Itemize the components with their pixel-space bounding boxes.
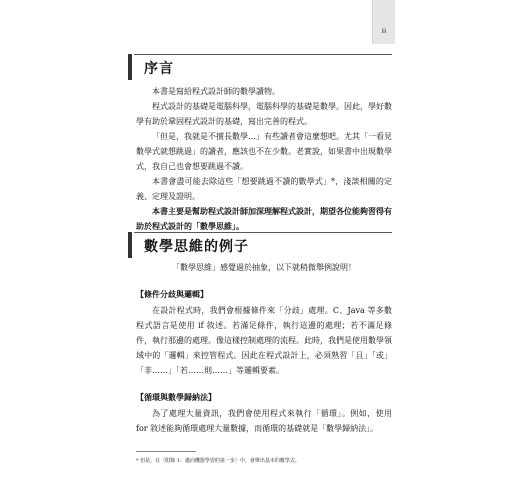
preface-paragraph-4: 本書會盡可能去除這些「想要跳過不讀的數學式」*，淺談相關的定義、定理及證明。 <box>136 177 392 201</box>
preface-paragraph-3: 「但是，我就是不擅長數學…」有些讀者會這麼想吧。尤其「一看見數學式就想跳過」的讀者，應該也不在少數。老實說，如果書中出現數學式，我自己也會想要跳過不讀。 <box>136 132 392 171</box>
footnote-rule <box>136 451 196 452</box>
preface-paragraph-2: 程式設計的基礎是電腦科學，電腦科學的基礎是數學。因此，學好數學有助於鞏固程式設計的基礎，寫出完善的程式。 <box>136 102 392 126</box>
topic-heading-induction: 【循環與數學歸納法】 <box>136 393 216 402</box>
footnote: * 但是，在〈附錄 1：邁向機器學習的第一步〉中，會舉出基本的數學式。 <box>136 458 300 464</box>
heading-rule <box>134 232 392 233</box>
topic-text-logic: 在設計程式時，我們會根據條件來「分歧」處理。C、Java 等多數程式語言是使用 if 敘述。若滿足條件，執行這邊的處理；若不滿足條件，執行那邊的處理。像這樣控制處理的流程。此時，我們是使用數學領域中的「邏輯」來控管程式。因此在程式設計上，必須熟習「且」「或」「非……」「若……則……」等邏輯要素。 <box>136 306 392 375</box>
preface-paragraph-5: 本書主要是幫助程式設計師加深理解程式設計，期望各位能夠習得有助於程式設計的「數學思維」。 <box>136 207 392 231</box>
examples-heading <box>128 232 392 258</box>
page-tab <box>372 0 395 44</box>
heading-bar <box>128 232 132 258</box>
preface-paragraph-1: 本書是寫給程式設計師的數學讀物。 <box>152 87 280 96</box>
page-number: iii <box>381 28 387 35</box>
preface-title: 序言 <box>144 61 174 77</box>
examples-intro: 「數學思維」感覺過於抽象，以下就稍微舉例說明！ <box>172 263 356 272</box>
examples-title: 數學思維的例子 <box>144 239 249 255</box>
topic-heading-logic: 【條件分歧與邏輯】 <box>136 290 208 299</box>
heading-rule <box>134 54 392 55</box>
heading-bar <box>128 54 132 80</box>
preface-heading <box>128 54 392 80</box>
topic-text-induction: 為了處理大量資訊，我們會使用程式來執行「循環」。例如，使用 for 敘述能夠循環處理大量數據，而循環的基礎就是「數學歸納法」。 <box>136 409 392 433</box>
